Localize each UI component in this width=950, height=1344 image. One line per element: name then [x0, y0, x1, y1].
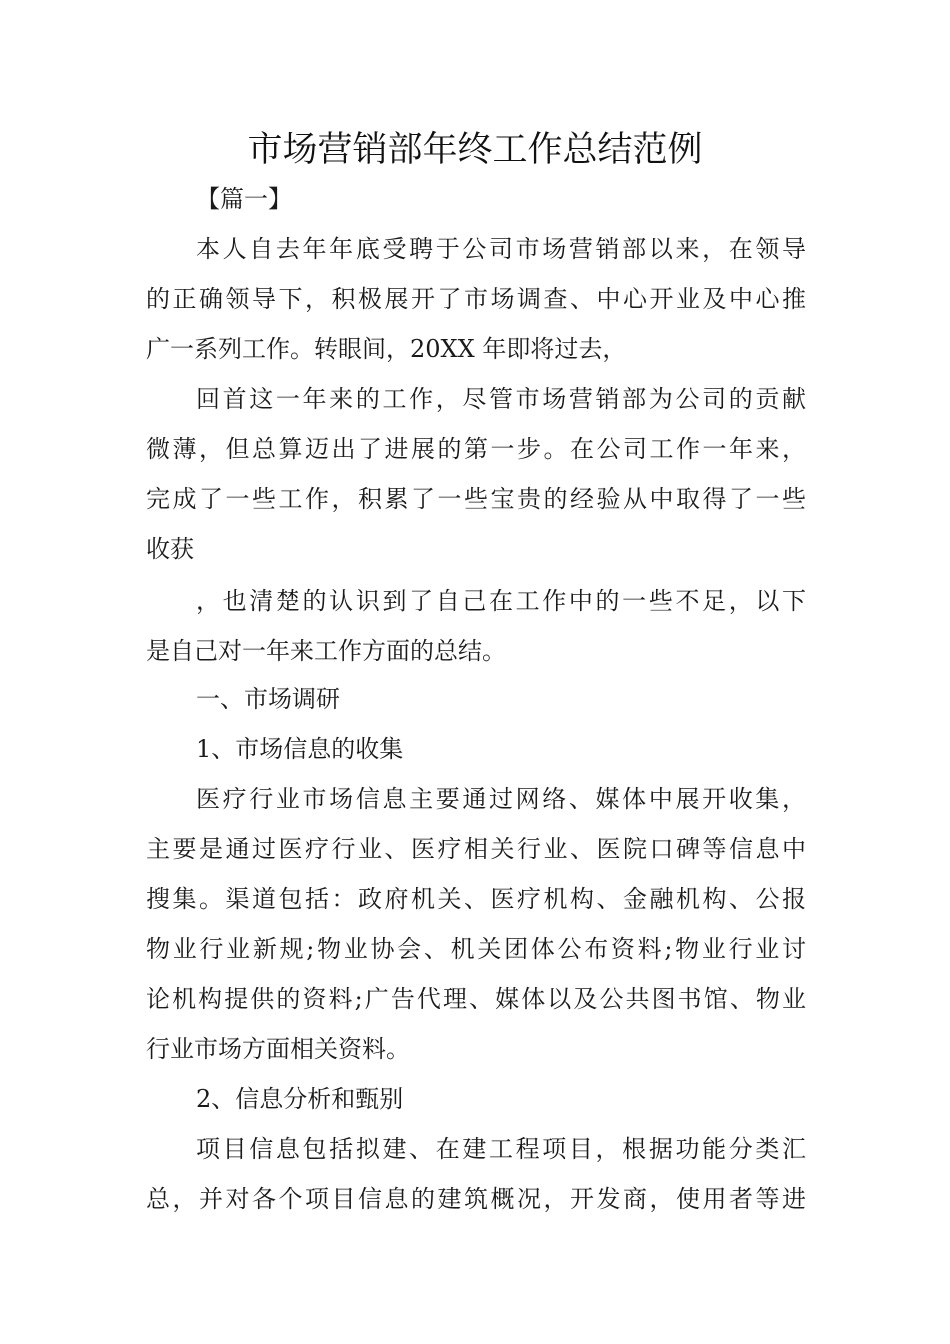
subsection-heading: 1、市场信息的收集 [196, 735, 404, 763]
paragraph-line: 是自己对一年来工作方面的总结。 [146, 637, 506, 665]
paragraph-line: 广一系列工作。转眼间，20XX 年即将过去， [146, 335, 627, 363]
paragraph-line: 的正确领导下，积极展开了市场调查、中心开业及中心推 [146, 285, 806, 313]
paragraph-line: 总，并对各个项目信息的建筑概况，开发商，使用者等进 [146, 1185, 806, 1213]
paragraph-line: 收获 [146, 535, 194, 563]
paragraph-line: ，也清楚的认识到了自己在工作中的一些不足，以下 [196, 587, 806, 615]
paragraph-line: 本人自去年年底受聘于公司市场营销部以来，在领导 [196, 235, 806, 263]
document-title: 市场营销部年终工作总结范例 [247, 130, 703, 170]
subsection-heading: 2、信息分析和甄别 [196, 1085, 404, 1113]
paragraph-line: 搜集。渠道包括：政府机关、医疗机构、金融机构、公报 [146, 885, 806, 913]
paragraph-line: 行业市场方面相关资料。 [146, 1035, 410, 1063]
paragraph-line: 完成了一些工作，积累了一些宝贵的经验从中取得了一些 [146, 485, 806, 513]
paragraph-line: 项目信息包括拟建、在建工程项目，根据功能分类汇 [196, 1135, 806, 1163]
section-heading: 一、市场调研 [196, 685, 340, 713]
paragraph-line: 微薄，但总算迈出了进展的第一步。在公司工作一年来， [146, 435, 806, 463]
paragraph-line: 物业行业新规;物业协会、机关团体公布资料;物业行业讨 [146, 935, 806, 963]
paragraph-line: 回首这一年来的工作，尽管市场营销部为公司的贡献 [196, 385, 806, 413]
paragraph-line: 主要是通过医疗行业、医疗相关行业、医院口碑等信息中 [146, 835, 806, 863]
section-label: 【篇一】 [196, 185, 292, 213]
paragraph-line: 医疗行业市场信息主要通过网络、媒体中展开收集， [196, 785, 806, 813]
paragraph-line: 论机构提供的资料;广告代理、媒体以及公共图书馆、物业 [146, 985, 806, 1013]
